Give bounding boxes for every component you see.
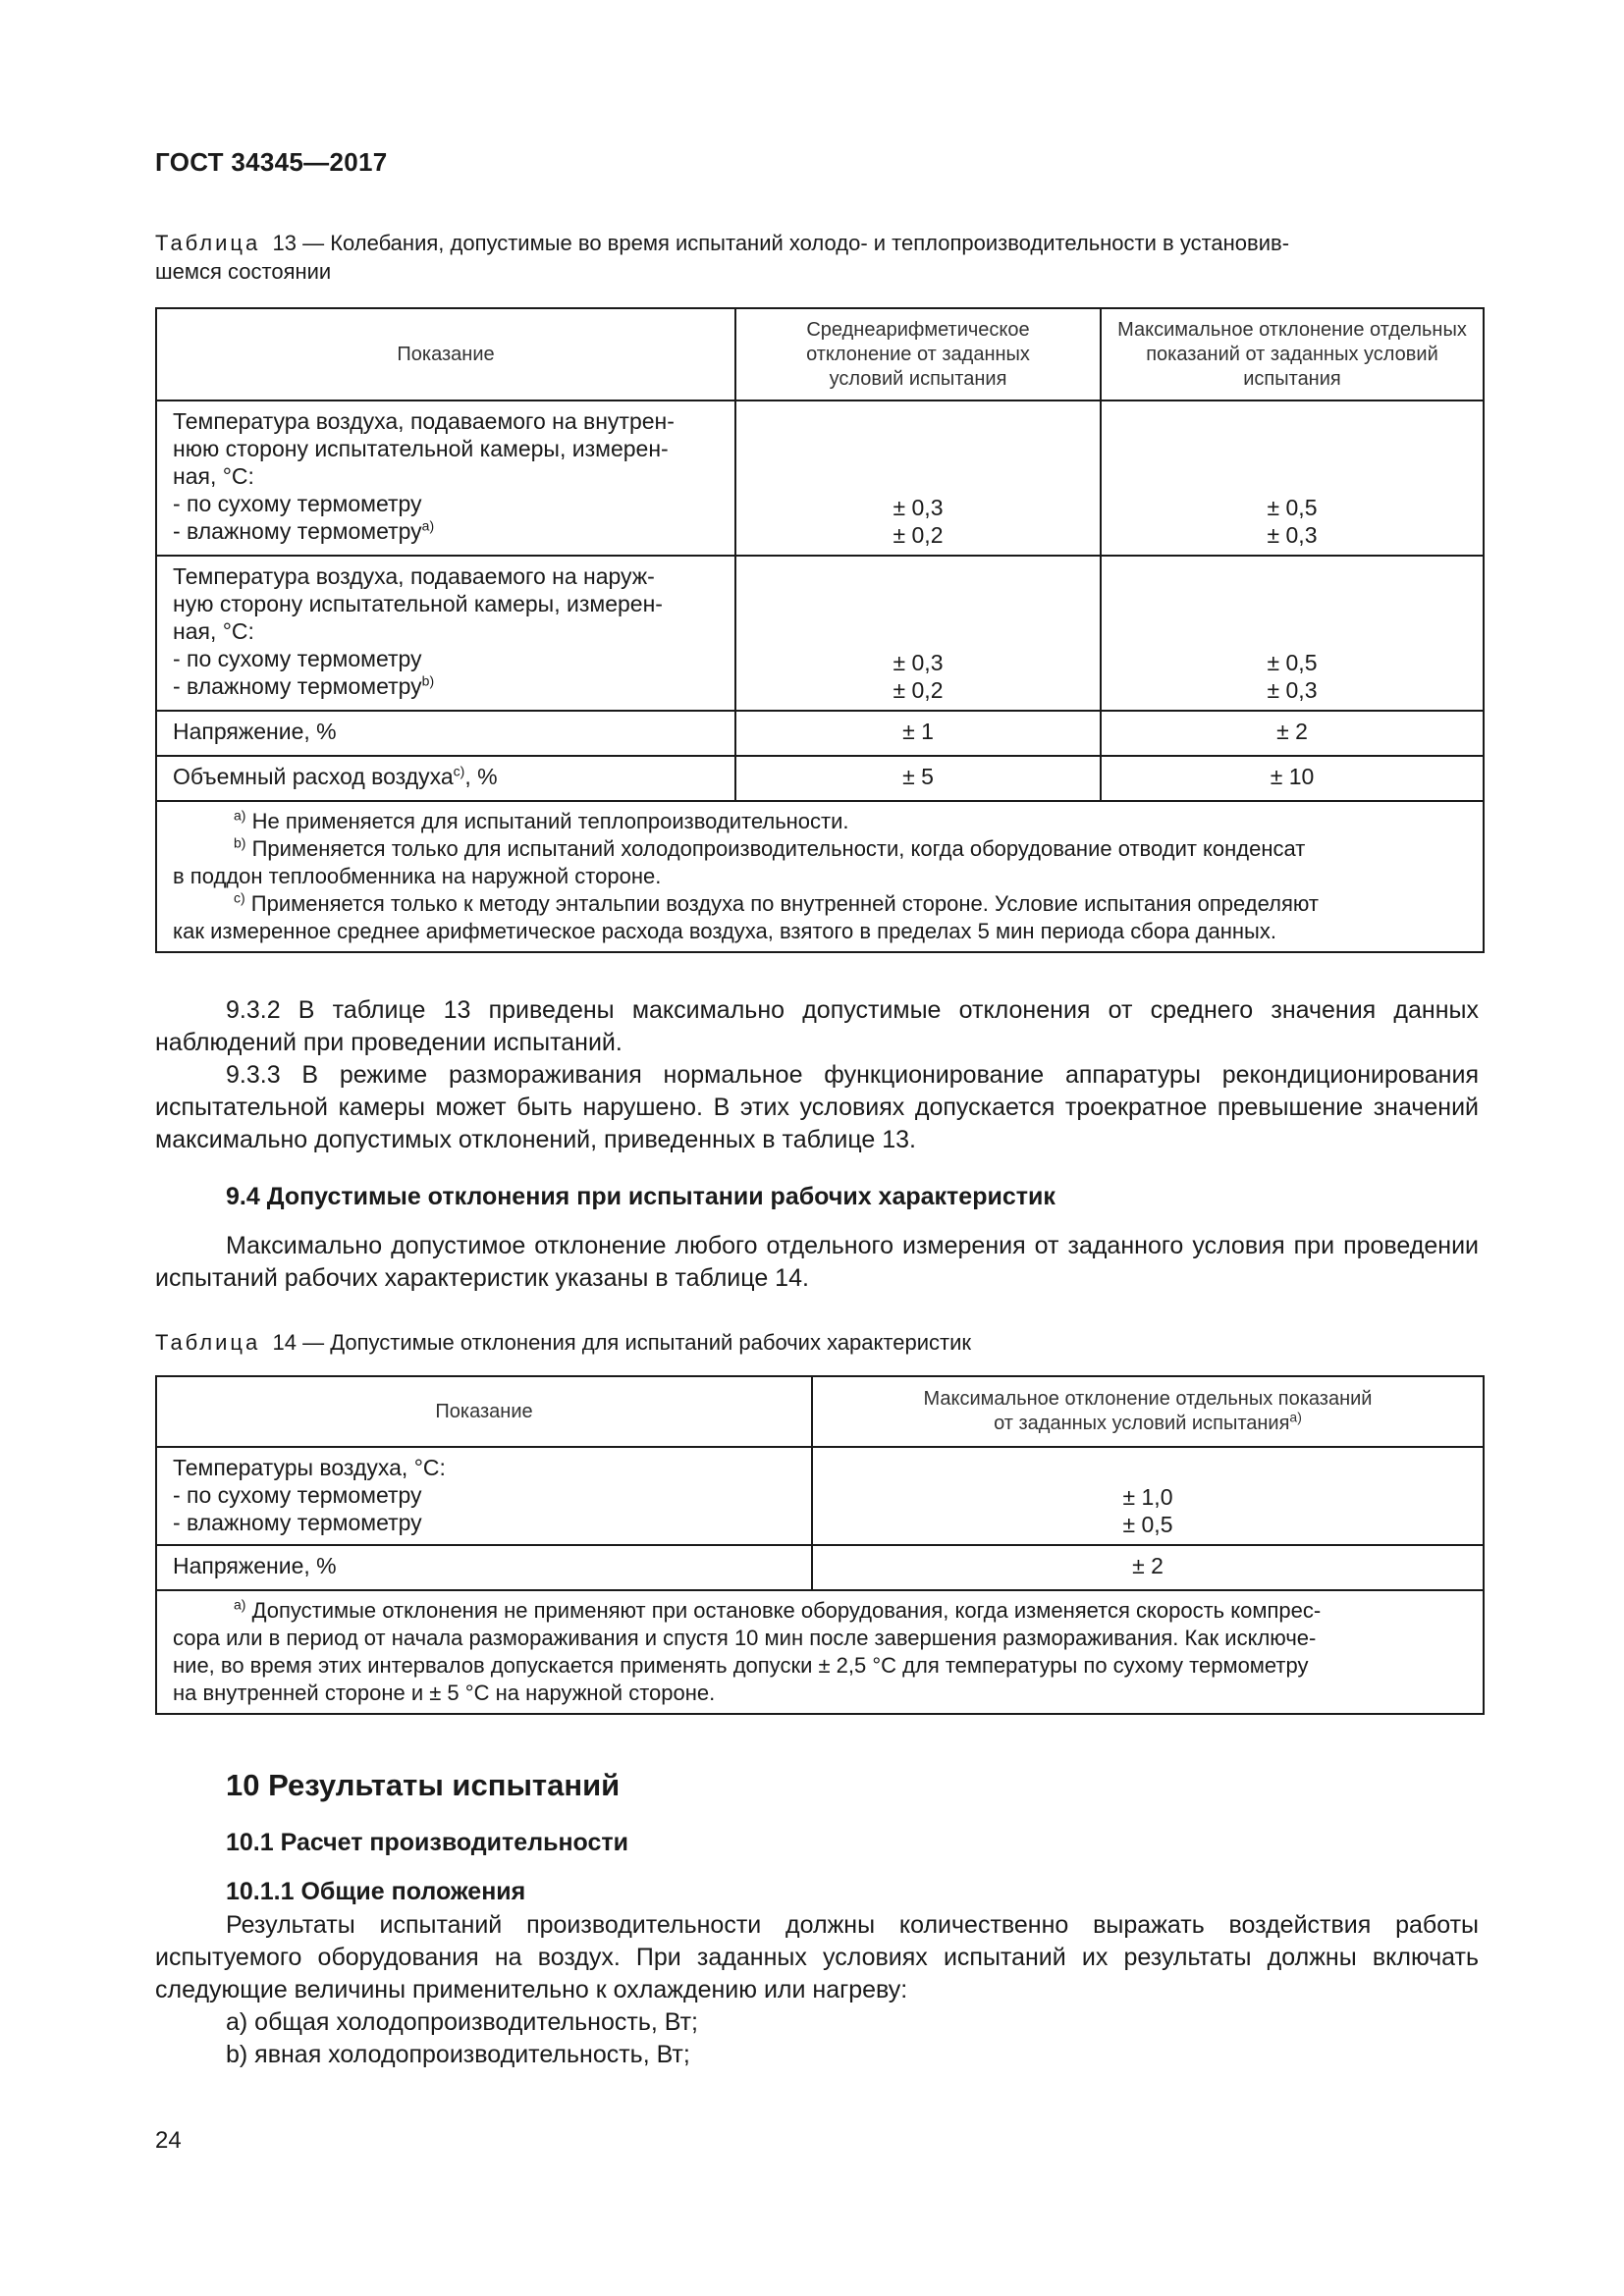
table-13-row1-max <box>1101 400 1484 556</box>
footnote-ref: b) <box>234 834 246 851</box>
list-item-b: b) явная холодопроизводительность, Вт; <box>226 2041 690 2068</box>
footnote-ref: b) <box>421 672 435 689</box>
footnote-text: сора или в период от начала размораживания и спустя 10 мин после завершения размораживания. Как исключе- <box>173 1626 1317 1650</box>
header-line: Максимальное отклонение отдельных показаний <box>923 1388 1373 1410</box>
paragraph-94: Максимально допустимое отклонение любого отдельного измерения от заданного условия при проведении испытаний рабочих характеристик указаны в таблице 14. <box>155 1232 1479 1292</box>
footnote-text: Допустимые отклонения не применяют при остановке оборудования, когда изменяется скорость компрес- <box>251 1598 1322 1623</box>
table-14-row1-label <box>156 1447 812 1545</box>
value: ± 0,3 <box>1267 522 1318 548</box>
footnote <box>173 835 1467 863</box>
table-13-header-indication: Показание <box>156 308 735 400</box>
row-label-line: Температура воздуха, подаваемого на наруж- <box>173 563 655 589</box>
row-label-text: - влажному термометру <box>173 518 422 544</box>
table-14-row1-max <box>812 1447 1484 1545</box>
footnote-text: Применяется только к методу энтальпии воздуха по внутренней стороне. Условие испытания определяют <box>250 891 1319 916</box>
value: ± 0,5 <box>1267 495 1318 520</box>
table-13-caption-text: 13 — Колебания, допустимые во время испытаний холодо- и теплопроизводительности в установив- <box>272 231 1290 255</box>
table-13-header-average: Среднеарифметическое отклонение от заданных условий испытания <box>735 308 1101 400</box>
table-13-notes-row <box>156 801 1484 952</box>
footnote <box>173 890 1467 918</box>
table-14-header-max <box>812 1376 1484 1447</box>
table-13-caption-text-2: шемся состоянии <box>155 259 332 284</box>
row-label-line <box>173 672 719 700</box>
table-13-row3-avg: ± 1 <box>735 711 1101 756</box>
value: ± 0,5 <box>1267 650 1318 675</box>
row-label-text: - влажному термометру <box>173 673 422 699</box>
table-13-row2-label <box>156 556 735 711</box>
footnote-text: Не применяется для испытаний теплопроизводительности. <box>251 809 849 833</box>
row-label-line: - по сухому термометру <box>173 646 422 671</box>
heading-101: 10.1 Расчет производительности <box>226 1829 628 1856</box>
footnote-text: в поддон теплообменника на наружной стороне. <box>173 864 662 888</box>
table-14-header-indication: Показание <box>156 1376 812 1447</box>
footnote-text: как измеренное среднее арифметическое расхода воздуха, взятого в пределах 5 мин периода сбора данных. <box>173 919 1276 943</box>
row-label-line: Температура воздуха, подаваемого на внутрен- <box>173 408 675 434</box>
table-13-header-row <box>156 308 1484 400</box>
row-label-line: - влажному термометру <box>173 1510 422 1535</box>
row-label-line: нюю сторону испытательной камеры, измерен- <box>173 436 669 461</box>
body-text-93 <box>155 994 1479 1156</box>
table-13-row2-avg <box>735 556 1101 711</box>
page-number: 24 <box>155 2127 182 2154</box>
row-label-text: Объемный расход воздуха <box>173 764 454 789</box>
footnote-text: ние, во время этих интервалов допускается применять допуски ± 2,5 °С для температуры по сухому термометру <box>173 1653 1309 1678</box>
paragraph-1011: Результаты испытаний производительности должны количественно выражать воздействия работы испытуемого оборудования на воздух. При заданных условиях испытаний их результаты должны включать следующие величины применительно к охлаждению или нагреву: <box>155 1911 1479 2003</box>
table-13-row3-max: ± 2 <box>1101 711 1484 756</box>
body-text-94 <box>155 1230 1479 1295</box>
table-13-notes <box>156 801 1484 952</box>
value: ± 0,3 <box>893 650 944 675</box>
paragraph-932: 9.3.2 В таблице 13 приведены максимально допустимые отклонения от среднего значения данных наблюдений при проведении испытаний. <box>155 996 1479 1056</box>
table-14-header-row <box>156 1376 1484 1447</box>
value: ± 0,5 <box>1122 1512 1173 1537</box>
value: ± 0,3 <box>893 495 944 520</box>
value: ± 0,2 <box>893 522 944 548</box>
table-14-notes-row <box>156 1590 1484 1714</box>
header-text: от заданных условий испытания <box>994 1413 1290 1434</box>
header-line <box>814 1409 1482 1436</box>
footnote-ref: a) <box>1289 1409 1302 1425</box>
table-row <box>156 556 1484 711</box>
table-row <box>156 711 1484 756</box>
row-label-text: , % <box>464 764 498 789</box>
table-row <box>156 756 1484 801</box>
value: ± 0,3 <box>1267 677 1318 703</box>
footnote-text: на внутренней стороне и ± 5 °С на наружной стороне. <box>173 1681 716 1705</box>
table-14-row2-max: ± 2 <box>812 1545 1484 1590</box>
table-13-row4-label <box>156 756 735 801</box>
list-item-a: a) общая холодопроизводительность, Вт; <box>226 2008 698 2036</box>
table-13-row4-avg: ± 5 <box>735 756 1101 801</box>
table-14-caption-text: 14 — Допустимые отклонения для испытаний рабочих характеристик <box>272 1330 971 1355</box>
table-13-row2-max <box>1101 556 1484 711</box>
heading-1011: 10.1.1 Общие положения <box>226 1878 526 1905</box>
table-13-caption <box>155 229 1483 286</box>
table-row <box>156 1447 1484 1545</box>
row-label-line: ную сторону испытательной камеры, измерен- <box>173 591 663 616</box>
row-label-line: ная, °С: <box>173 618 254 644</box>
table-13-row4-max: ± 10 <box>1101 756 1484 801</box>
footnote-ref: c) <box>453 763 465 779</box>
document-header: ГОСТ 34345—2017 <box>155 147 388 177</box>
heading-94: 9.4 Допустимые отклонения при испытании рабочих характеристик <box>226 1183 1056 1210</box>
table-row <box>156 400 1484 556</box>
row-label-line: - по сухому термометру <box>173 491 422 516</box>
footnote-ref: a) <box>234 807 246 824</box>
table-row <box>156 1545 1484 1590</box>
row-label-line: - по сухому термометру <box>173 1482 422 1508</box>
table-14-row2-label: Напряжение, % <box>156 1545 812 1590</box>
row-label-line: Температуры воздуха, °С: <box>173 1455 446 1480</box>
body-text-1011 <box>155 1909 1479 2071</box>
footnote-ref: c) <box>234 889 245 906</box>
row-label-line: ная, °С: <box>173 463 254 489</box>
table-13-caption-prefix: Таблица <box>155 231 261 255</box>
table-13 <box>155 307 1485 953</box>
table-13-header-max: Максимальное отклонение отдельных показаний от заданных условий испытания <box>1101 308 1484 400</box>
table-13-row3-label: Напряжение, % <box>156 711 735 756</box>
table-14-caption-prefix: Таблица <box>155 1330 261 1355</box>
table-14-notes <box>156 1590 1484 1714</box>
table-14 <box>155 1375 1485 1715</box>
table-14-caption <box>155 1328 971 1357</box>
footnote <box>173 1597 1467 1625</box>
table-13-row1-label <box>156 400 735 556</box>
footnote-ref: a) <box>234 1596 246 1613</box>
paragraph-933: 9.3.3 В режиме размораживания нормальное функционирование аппаратуры рекондиционирования испытательной камеры может быть нарушено. В этих условиях допускается троекратное превышение значений максимально допустимых отклонений, приведенных в таблице 13. <box>155 1061 1479 1153</box>
value: ± 0,2 <box>893 677 944 703</box>
heading-10: 10 Результаты испытаний <box>226 1768 621 1802</box>
table-13-row1-avg <box>735 400 1101 556</box>
footnote-text: Применяется только для испытаний холодопроизводительности, когда оборудование отводит конденсат <box>251 836 1306 861</box>
value: ± 1,0 <box>1122 1484 1173 1510</box>
footnote-ref: a) <box>421 517 435 534</box>
footnote <box>173 808 1467 835</box>
row-label-line <box>173 517 719 545</box>
